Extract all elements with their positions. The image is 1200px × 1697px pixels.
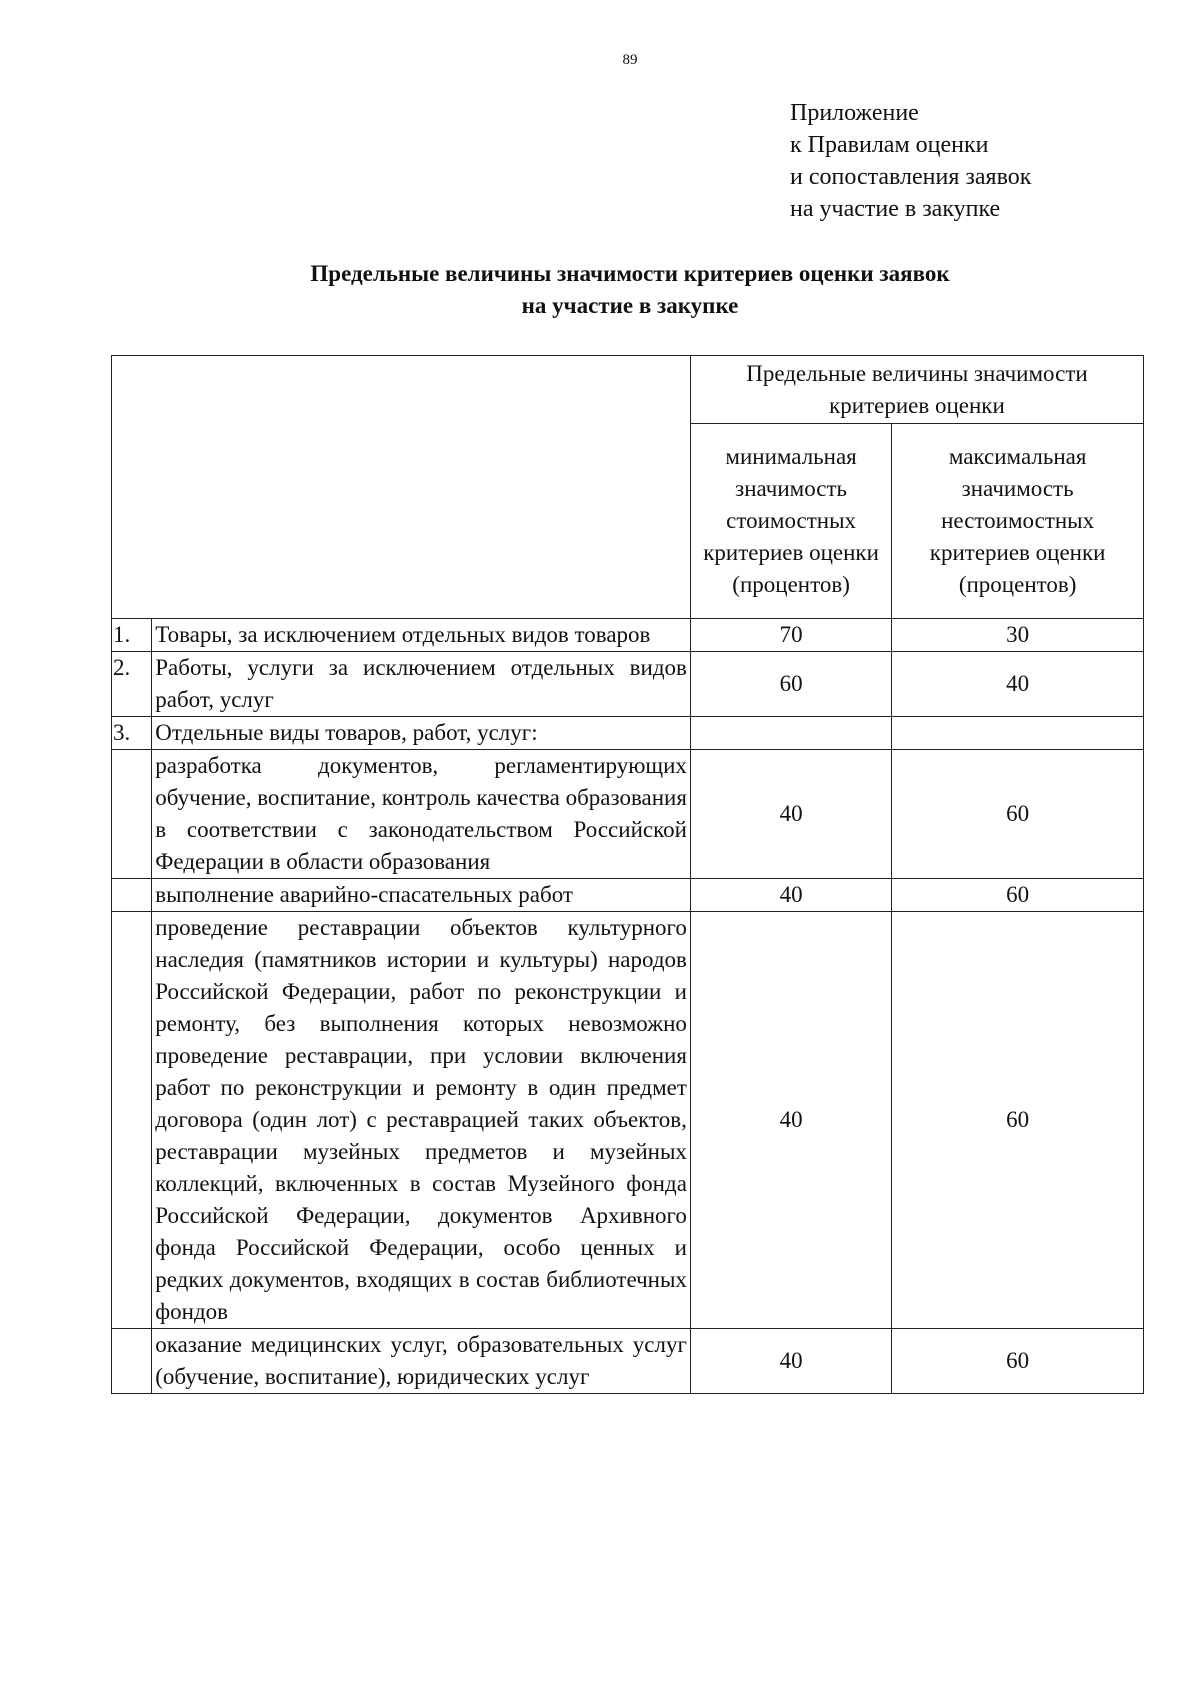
table-row (112, 717, 1144, 750)
min-value-header: минимальная значимость стоимостных критериев оценки (процентов) (690, 424, 891, 619)
table-row (112, 652, 1144, 717)
row-description: Работы, услуги за исключением отдельных видов работ, услуг (152, 652, 691, 717)
appendix-line: на участие в закупке (790, 196, 1001, 222)
row-min-value: 70 (690, 619, 891, 652)
row-min-value: 60 (690, 652, 891, 717)
appendix-line: к Правилам оценки (790, 132, 989, 158)
appendix-line: и сопоставления заявок (790, 164, 1032, 190)
row-max-value: 60 (892, 912, 1144, 1329)
row-max-value: 60 (892, 879, 1144, 912)
row-min-value: 40 (690, 1329, 891, 1394)
row-max-value: 60 (892, 1329, 1144, 1394)
row-min-value: 40 (690, 912, 891, 1329)
appendix-note (790, 97, 1031, 225)
row-max-value (892, 717, 1144, 750)
table-row (112, 750, 1144, 879)
row-max-value: 40 (892, 652, 1144, 717)
title-line: на участие в закупке (521, 293, 739, 318)
table-header-row (112, 356, 1144, 424)
row-description: разработка документов, регламентирующих обучение, воспитание, контроль качества образования в соответствии с законодательством Российской Федерации в области образования (152, 750, 691, 879)
table-row (112, 912, 1144, 1329)
row-description: Отдельные виды товаров, работ, услуг: (152, 717, 691, 750)
row-description: оказание медицинских услуг, образовательных услуг (обучение, воспитание), юридических услуг (152, 1329, 691, 1394)
row-min-value (690, 717, 891, 750)
row-number: 2. (112, 652, 152, 717)
appendix-line: Приложение (790, 100, 919, 126)
row-description: выполнение аварийно-спасательных работ (152, 879, 691, 912)
row-number: 1. (112, 619, 152, 652)
row-max-value: 30 (892, 619, 1144, 652)
row-min-value: 40 (690, 750, 891, 879)
criteria-table (111, 355, 1144, 1394)
row-number (112, 1329, 152, 1394)
document-title (0, 258, 1200, 322)
row-description: проведение реставрации объектов культурного наследия (памятников истории и культуры) народов Российской Федерации, работ по реконструкции и ремонту, без выполнения которых невозможно проведение реставрации, при условии включения работ по реконструкции и ремонту в один предмет договора (один лот) с реставрацией таких объектов, реставрации музейных предметов и музейных коллекций, включенных в состав Музейного фонда Российской Федерации, документов Архивного фонда Российской Федерации, особо ценных и редких документов, входящих в состав библиотечных фондов (152, 912, 691, 1329)
row-number (112, 879, 152, 912)
row-number (112, 750, 152, 879)
row-number: 3. (112, 717, 152, 750)
row-number (112, 912, 152, 1329)
max-value-header: максимальная значимость нестоимостных критериев оценки (процентов) (892, 424, 1144, 619)
group-header: Предельные величины значимости критериев оценки (690, 356, 1143, 424)
row-description: Товары, за исключением отдельных видов товаров (152, 619, 691, 652)
page-number: 89 (622, 52, 638, 68)
title-line: Предельные величины значимости критериев оценки заявок (310, 261, 950, 286)
table-row (112, 1329, 1144, 1394)
header-empty-cell (112, 356, 691, 619)
row-max-value: 60 (892, 750, 1144, 879)
row-min-value: 40 (690, 879, 891, 912)
table-row (112, 879, 1144, 912)
table-row (112, 619, 1144, 652)
